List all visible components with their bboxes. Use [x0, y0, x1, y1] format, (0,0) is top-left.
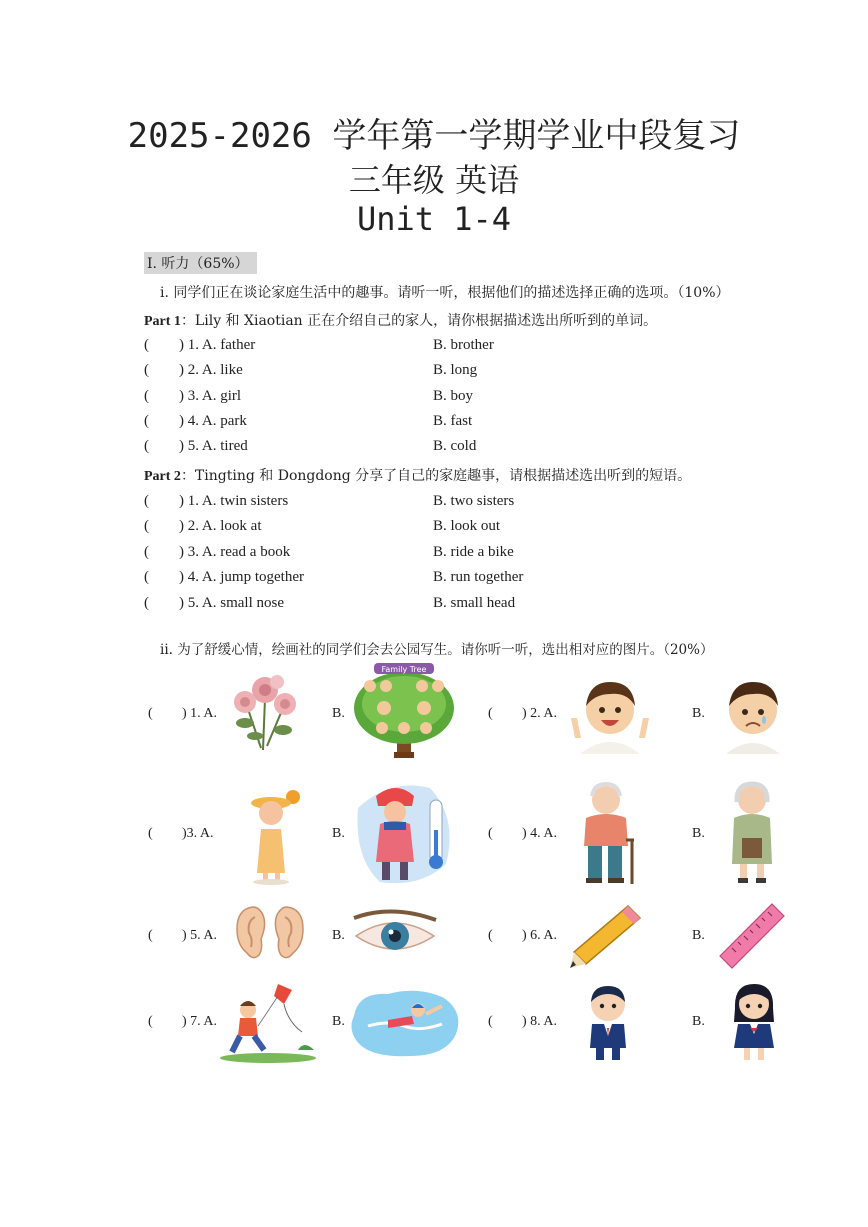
option-b: B. ride a bike — [433, 544, 514, 560]
part2-label: Part 2 — [144, 469, 181, 484]
answer-blank[interactable]: ( — [144, 493, 149, 509]
answer-blank[interactable]: ( — [144, 595, 149, 611]
answer-blank[interactable]: ( — [488, 1014, 493, 1029]
option-a: ) 4. A. jump together — [179, 569, 304, 585]
option-b: B. small head — [433, 595, 516, 611]
option-b-label: B. — [332, 706, 345, 721]
answer-blank[interactable]: ( — [148, 706, 153, 721]
option-a-label: ) 1. A. — [182, 706, 217, 721]
ruler-icon[interactable] — [718, 902, 786, 970]
option-a: ) 3. A. read a book — [179, 544, 291, 560]
option-a: ) 5. A. small nose — [179, 595, 284, 611]
cold-girl-icon[interactable] — [350, 778, 458, 888]
happy-boy-icon[interactable] — [565, 672, 655, 754]
option-b: B. boy — [433, 388, 474, 404]
option-b: B. fast — [433, 413, 473, 429]
sad-boy-icon[interactable] — [722, 672, 784, 754]
option-b-label: B. — [692, 826, 705, 841]
option-b-label: B. — [692, 1014, 705, 1029]
page-title: 2025-2026 学年第一学期学业中段复习 — [127, 116, 741, 156]
part-i-instruction: i. 同学们正在谈论家庭生活中的趣事。请听一听，根据他们的描述选择正确的选项。（10%） — [160, 285, 730, 301]
unit-title: Unit 1-4 — [356, 200, 512, 238]
option-b-label: B. — [332, 928, 345, 943]
kite-boy-icon[interactable] — [218, 982, 318, 1064]
option-a: ) 2. A. look at — [179, 518, 262, 534]
option-b-label: B. — [692, 928, 705, 943]
option-a-label: )3. A. — [182, 826, 214, 841]
option-b: B. cold — [433, 438, 477, 454]
part1-label: Part 1 — [144, 314, 181, 329]
answer-blank[interactable]: ( — [144, 569, 149, 585]
option-a: ) 5. A. tired — [179, 438, 248, 454]
page-subtitle: 三年级 英语 — [348, 161, 520, 199]
schoolboy-icon[interactable] — [582, 982, 634, 1064]
option-b-label: B. — [332, 1014, 345, 1029]
option-a-label: ) 8. A. — [522, 1014, 557, 1029]
answer-blank[interactable]: ( — [488, 706, 493, 721]
option-a: ) 1. A. father — [179, 337, 256, 353]
option-a-label: ) 6. A. — [522, 928, 557, 943]
roses-icon[interactable] — [225, 668, 305, 753]
answer-blank[interactable]: ( — [144, 362, 149, 378]
part1-text: ：Lily 和 Xiaotian 正在介绍自己的家人，请你根据描述选出所听到的单词。 — [180, 313, 658, 329]
part1-heading — [144, 310, 657, 330]
part-ii-instruction: ii. 为了舒缓心情，绘画社的同学们会去公园写生。请你听一听，选出相对应的图片。（20%） — [160, 642, 714, 658]
part2-heading — [144, 465, 691, 485]
answer-blank[interactable]: ( — [144, 518, 149, 534]
answer-blank[interactable]: ( — [144, 544, 149, 560]
option-a: ) 4. A. park — [179, 413, 247, 429]
family-tree-title: Family Tree — [381, 665, 427, 674]
option-a: ) 1. A. twin sisters — [179, 493, 289, 509]
pencil-icon[interactable] — [568, 902, 644, 970]
option-b: B. two sisters — [433, 493, 515, 509]
schoolgirl-icon[interactable] — [728, 982, 780, 1064]
option-a: ) 3. A. girl — [179, 388, 242, 404]
part2-text: ：Tingting 和 Dongdong 分享了自己的家庭趣事，请根据描述选出听到的短语。 — [180, 468, 692, 484]
family-tree-icon[interactable] — [352, 660, 457, 762]
grandma-icon[interactable] — [728, 780, 776, 885]
answer-blank[interactable]: ( — [144, 337, 149, 353]
answer-blank[interactable]: ( — [148, 826, 153, 841]
option-a-label: ) 7. A. — [182, 1014, 217, 1029]
option-b: B. long — [433, 362, 478, 378]
option-b-label: B. — [692, 706, 705, 721]
answer-blank[interactable]: ( — [488, 928, 493, 943]
option-a-label: ) 4. A. — [522, 826, 557, 841]
option-a-label: ) 2. A. — [522, 706, 557, 721]
answer-blank[interactable]: ( — [148, 1014, 153, 1029]
option-b: B. run together — [433, 569, 524, 585]
answer-blank[interactable]: ( — [144, 438, 149, 454]
answer-blank[interactable]: ( — [148, 928, 153, 943]
hot-girl-icon[interactable] — [243, 785, 305, 885]
ears-icon[interactable] — [233, 905, 307, 963]
option-b: B. brother — [433, 337, 494, 353]
option-b: B. look out — [433, 518, 501, 534]
section-label: I. 听力（65%） — [144, 252, 257, 274]
answer-blank[interactable]: ( — [144, 413, 149, 429]
eye-icon[interactable] — [352, 906, 438, 964]
option-b-label: B. — [332, 826, 345, 841]
swimmer-icon[interactable] — [348, 986, 464, 1060]
grandpa-icon[interactable] — [580, 780, 640, 885]
answer-blank[interactable]: ( — [488, 826, 493, 841]
option-a-label: ) 5. A. — [182, 928, 217, 943]
answer-blank[interactable]: ( — [144, 388, 149, 404]
option-a: ) 2. A. like — [179, 362, 243, 378]
